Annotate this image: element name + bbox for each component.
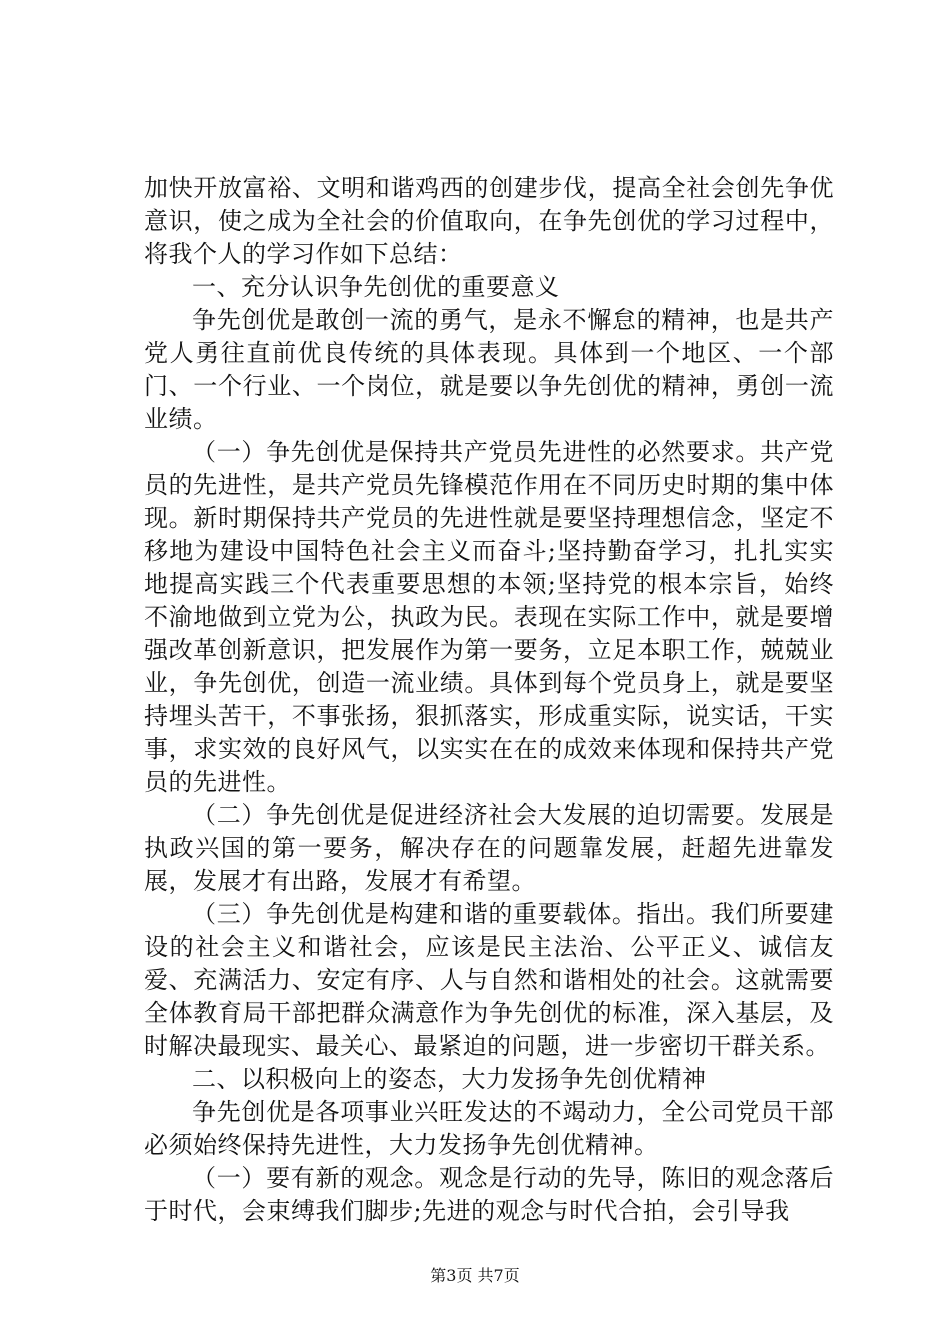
section-heading: 二、以积极向上的姿态，大力发扬争先创优精神 [192,1065,707,1093]
page-footer: 第3页 共7页 [430,1266,520,1285]
section-heading: 一、充分认识争先创优的重要意义 [192,273,560,301]
body-paragraph: （三）争先创优是构建和谐的重要载体。指出。我们所要建设的社会主义和谐社会，应该是民主法治、公平正义、诚信友爱、充满活力、安定有序、人与自然和谐相处的社会。这就需要全体教育局干部把群众满意作为争先创优的标准，深入基层，及时解决最现实、最关心、最紧迫的问题，进一步密切干群关系。 [144,900,834,1060]
body-paragraph: 加快开放富裕、文明和谐鸡西的创建步伐，提高全社会创先争优意识，使之成为全社会的价值取向，在争先创优的学习过程中，将我个人的学习作如下总结： [144,174,834,268]
body-paragraph: （一）要有新的观念。观念是行动的先导，陈旧的观念落后于时代，会束缚我们脚步;先进的观念与时代合拍，会引导我 [144,1164,834,1225]
body-paragraph: 争先创优是敢创一流的勇气，是永不懈怠的精神，也是共产党人勇往直前优良传统的具体表现。具体到一个地区、一个部门、一个行业、一个岗位，就是要以争先创优的精神，勇创一流业绩。 [144,306,834,433]
body-paragraph: （二）争先创优是促进经济社会大发展的迫切需要。发展是执政兴国的第一要务，解决存在的问题靠发展，赶超先进靠发展，发展才有出路，发展才有希望。 [144,801,834,895]
document-body [144,172,834,1228]
body-paragraph: （一）争先创优是保持共产党员先进性的必然要求。共产党员的先进性，是共产党员先锋模范作用在不同历史时期的集中体现。新时期保持共产党员的先进性就是要坚持理想信念，坚定不移地为建设中国特色社会主义而奋斗;坚持勤奋学习，扎扎实实地提高实践三个代表重要思想的本领;坚持党的根本宗旨，始终不渝地做到立党为公，执政为民。表现在实际工作中，就是要增强改革创新意识，把发展作为第一要务，立足本职工作，兢兢业业，争先创优，创造一流业绩。具体到每个党员身上，就是要坚持埋头苦干，不事张扬，狠抓落实，形成重实际，说实话，干实事，求实效的良好风气，以实实在在的成效来体现和保持共产党员的先进性。 [144,438,834,796]
body-paragraph: 争先创优是各项事业兴旺发达的不竭动力，全公司党员干部必须始终保持先进性，大力发扬争先创优精神。 [144,1098,834,1159]
